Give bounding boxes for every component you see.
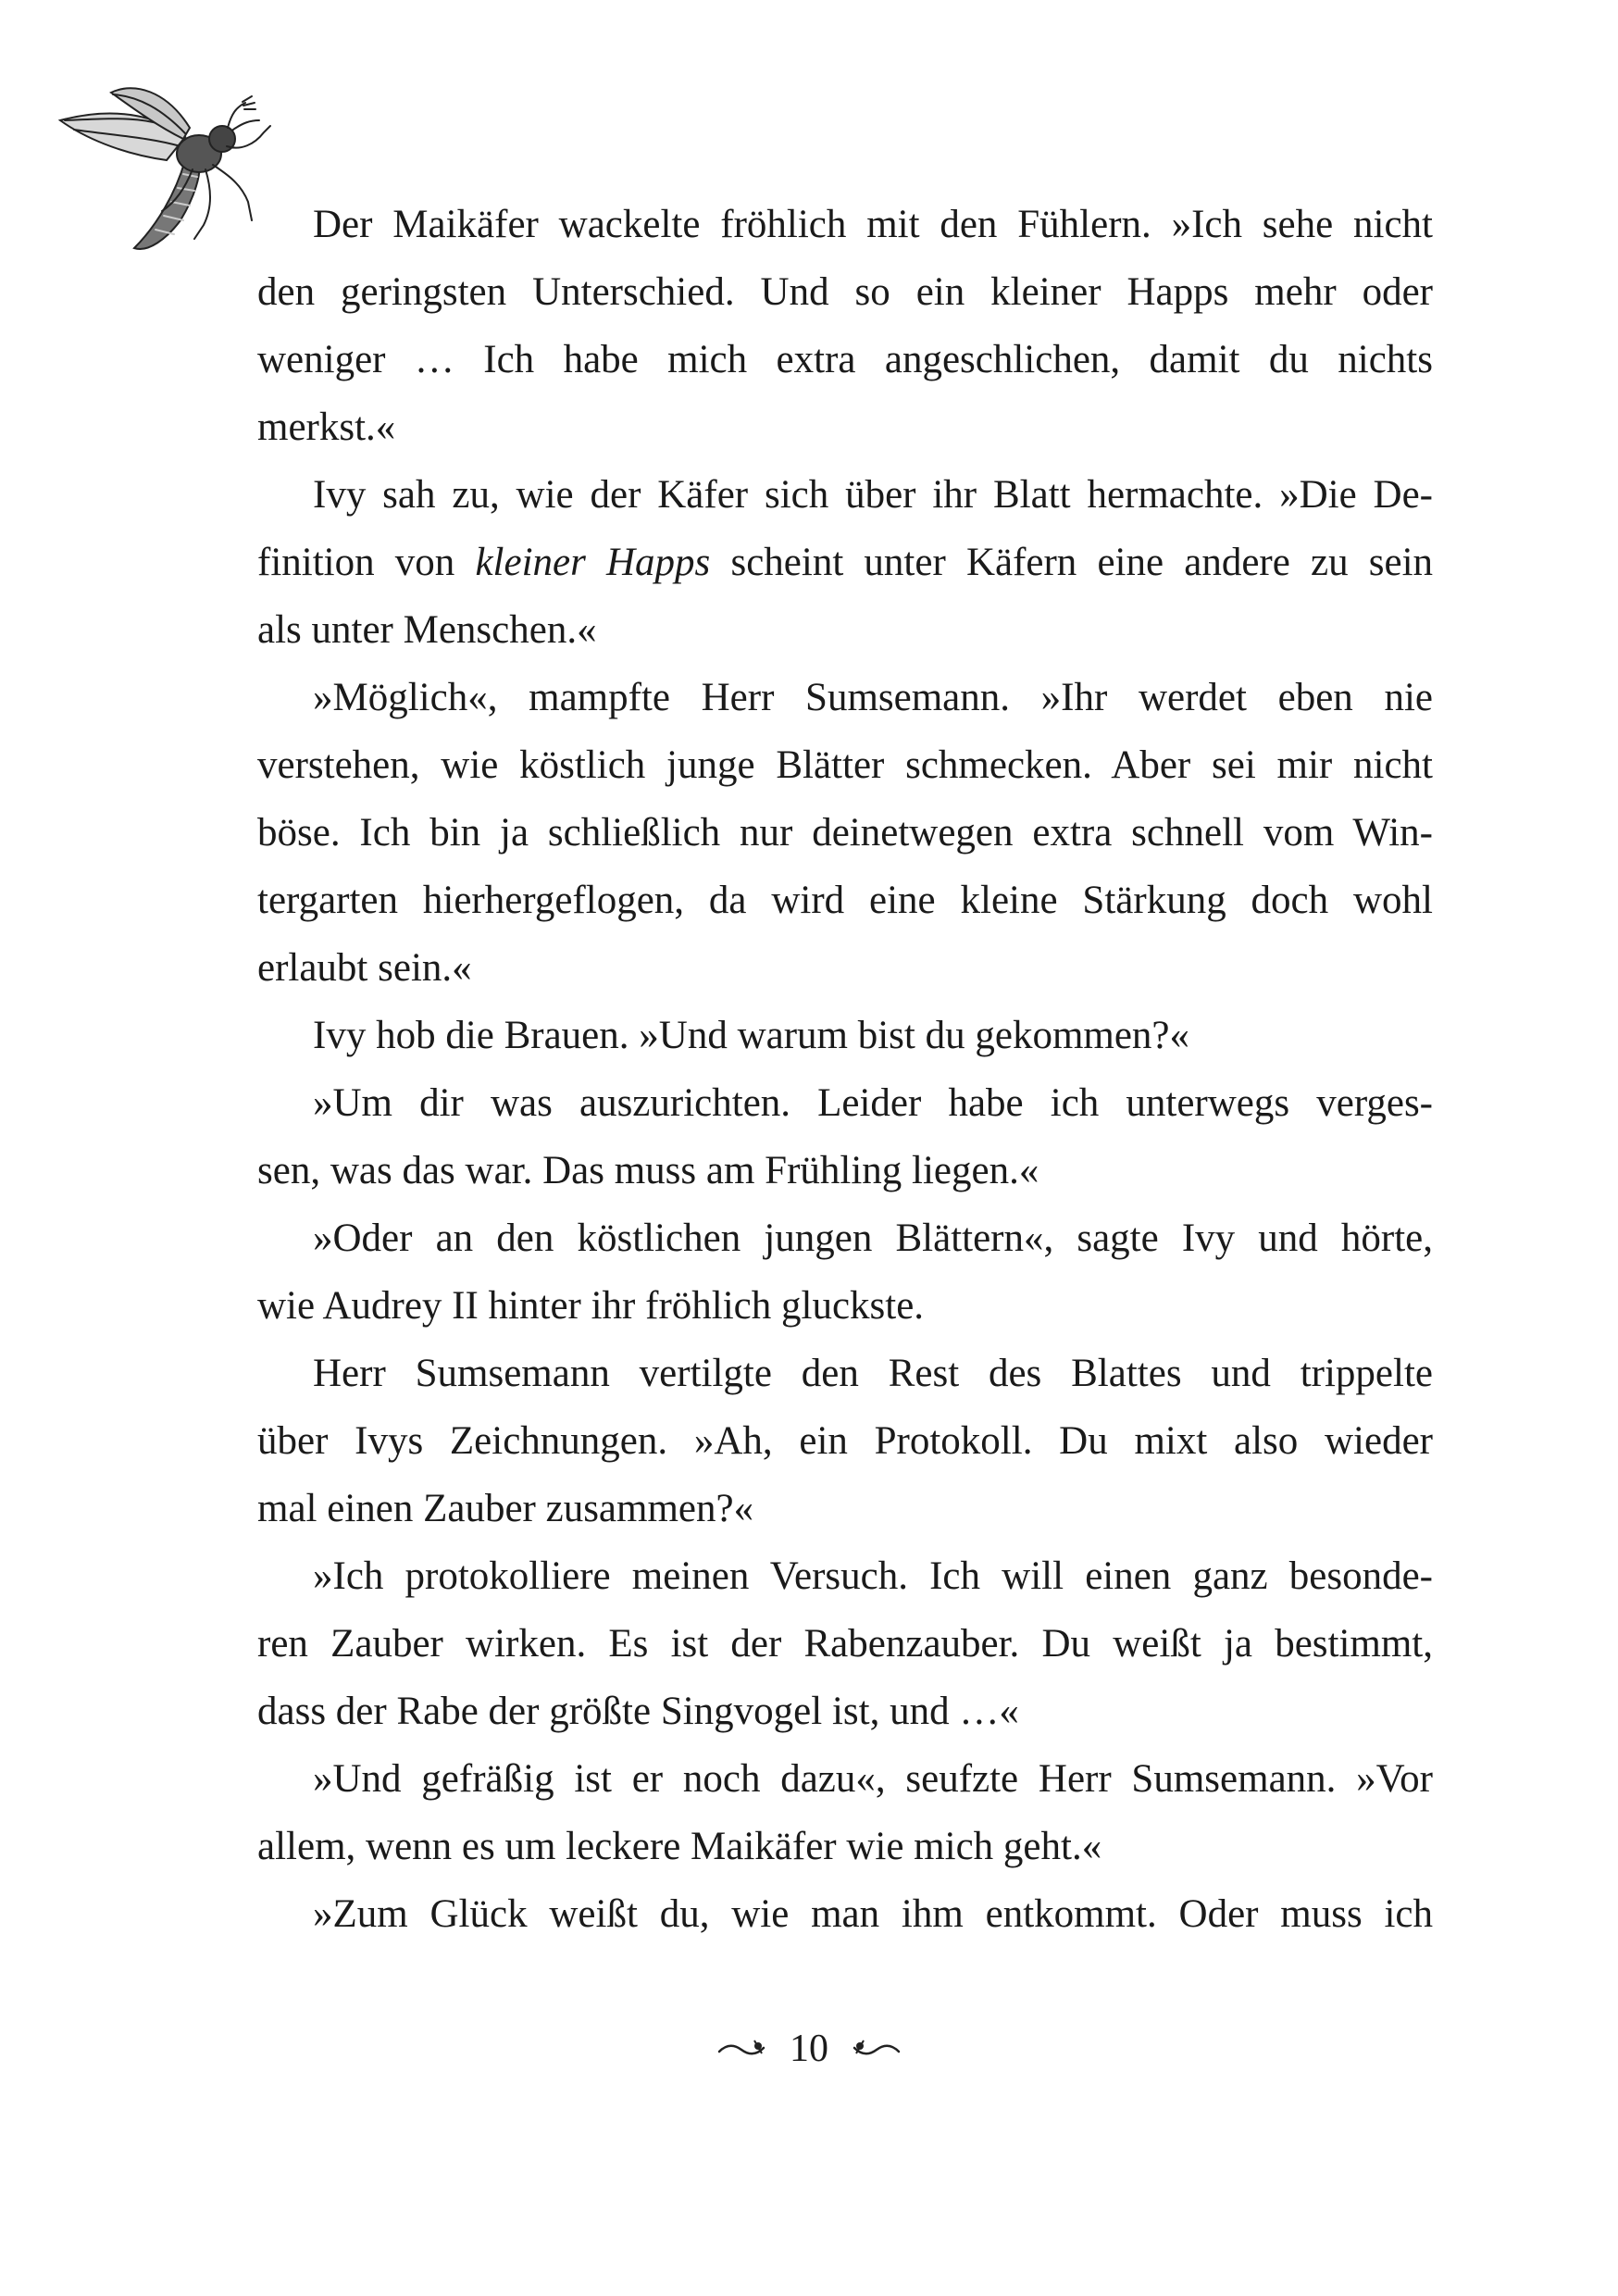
- text-line: mal einen Zauber zusammen?«: [257, 1487, 754, 1530]
- page-number: 10: [790, 2028, 828, 2070]
- maybug-beetle-icon: [46, 72, 287, 276]
- flourish-right-icon: [845, 2035, 901, 2063]
- text-line: ren Zauber wirken. Es ist der Rabenzauber. Du weißt ja bestimmt,: [257, 1622, 1433, 1666]
- emphasis-text: kleiner Happs: [475, 541, 711, 584]
- text-line: »Oder an den köstlichen jungen Blättern«, sagte Ivy und hörte,: [313, 1217, 1433, 1260]
- text-line: verstehen, wie köstlich junge Blätter schmecken. Aber sei mir nicht: [257, 743, 1433, 787]
- text-line: Herr Sumsemann vertilgte den Rest des Blattes und trippelte: [313, 1352, 1433, 1395]
- text-line: weniger … Ich habe mich extra angeschlichen, damit du nichts: [257, 338, 1433, 381]
- text-line: »Um dir was auszurichten. Leider habe ich unterwegs verges-: [313, 1081, 1433, 1125]
- text-segment: scheint unter Käfern eine andere zu sein: [710, 541, 1434, 584]
- text-line: Der Maikäfer wackelte fröhlich mit den Fühlern. »Ich sehe nicht: [313, 203, 1433, 246]
- flourish-left-icon: [717, 2035, 773, 2063]
- text-line: als unter Menschen.«: [257, 608, 597, 652]
- page-footer: [0, 2016, 1618, 2081]
- body-text: [257, 191, 1433, 1948]
- text-line: merkst.«: [257, 406, 396, 449]
- text-line: erlaubt sein.«: [257, 946, 472, 990]
- text-line: den geringsten Unterschied. Und so ein kleiner Happs mehr oder: [257, 270, 1433, 314]
- text-line: »Möglich«, mampfte Herr Sumsemann. »Ihr werdet eben nie: [313, 676, 1433, 719]
- text-line: sen, was das war. Das muss am Frühling liegen.«: [257, 1149, 1039, 1192]
- text-line: tergarten hierhergeflogen, da wird eine kleine Stärkung doch wohl: [257, 879, 1433, 922]
- text-line: wie Audrey II hinter ihr fröhlich gluckste.: [257, 1284, 925, 1328]
- text-line: Ivy sah zu, wie der Käfer sich über ihr Blatt hermachte. »Die De-: [313, 473, 1433, 517]
- text-line: über Ivys Zeichnungen. »Ah, ein Protokoll. Du mixt also wieder: [257, 1419, 1433, 1463]
- text-line: [257, 529, 1433, 596]
- text-line: »Und gefräßig ist er noch dazu«, seufzte Herr Sumsemann. »Vor: [313, 1757, 1433, 1801]
- text-line: »Zum Glück weißt du, wie man ihm entkommt. Oder muss ich: [313, 1892, 1433, 1936]
- text-line: böse. Ich bin ja schließlich nur deinetwegen extra schnell vom Win-: [257, 811, 1433, 855]
- text-line: allem, wenn es um leckere Maikäfer wie mich geht.«: [257, 1825, 1102, 1868]
- text-line: dass der Rabe der größte Singvogel ist, und …«: [257, 1690, 1019, 1733]
- text-line: Ivy hob die Brauen. »Und warum bist du gekommen?«: [313, 1014, 1190, 1057]
- text-segment: finition von: [257, 541, 476, 584]
- text-line: »Ich protokolliere meinen Versuch. Ich will einen ganz besonde-: [313, 1554, 1433, 1598]
